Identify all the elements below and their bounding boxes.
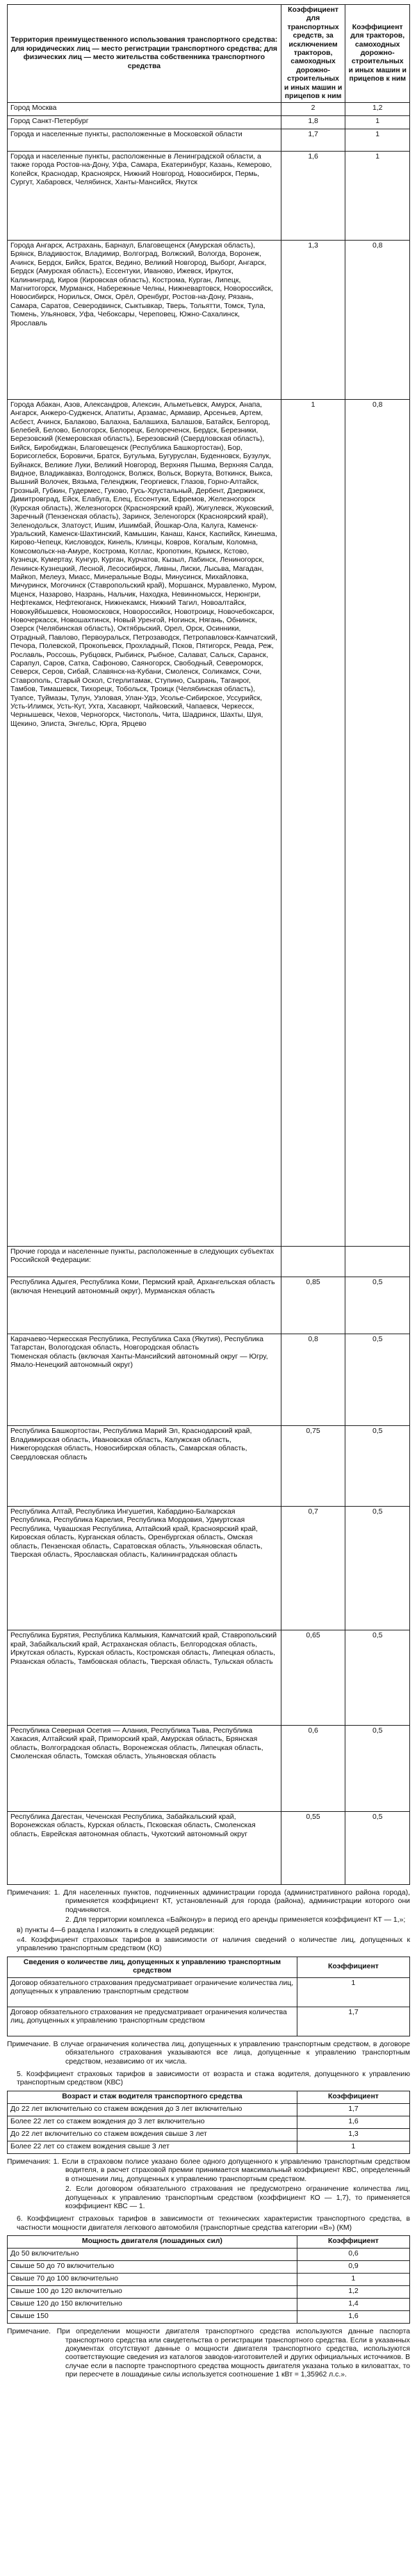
table-row-territory: Город Санкт-Петербург bbox=[8, 116, 281, 129]
table-row-value: 1,6 bbox=[297, 2116, 409, 2128]
note-label: Примечания: bbox=[7, 1889, 51, 1897]
table-row-territory: Город Москва bbox=[8, 103, 281, 116]
table-row-k1: 1 bbox=[281, 399, 345, 1246]
table-row-k2: 1 bbox=[345, 116, 410, 129]
table-row-text: До 22 лет включительно со стажем вождения до 3 лет включительно bbox=[8, 2103, 297, 2116]
table-row-k1: 0,7 bbox=[281, 1506, 345, 1630]
note-paragraph-2: 2. Для территории комплекса «Байконур» в период его аренды применяется коэффициент КТ — 1,»; bbox=[65, 1916, 406, 1925]
table-row-text: Более 22 лет со стажем вождения свыше 3 лет bbox=[8, 2141, 297, 2153]
engine-power-table bbox=[7, 2235, 410, 2324]
header-coefficient: Коэффициент bbox=[297, 2091, 409, 2103]
table-row-text: Более 22 лет со стажем вождения до 3 лет включительно bbox=[8, 2116, 297, 2128]
table-row-territory: Республика Дагестан, Чеченская Республика, Забайкальский край, Воронежская область, Курская область, Псковская область, Смоленская область, Еврейская автономная область, Чукотский автономный округ bbox=[8, 1811, 281, 1884]
table-row-k2: 1,2 bbox=[345, 103, 410, 116]
table-row-text: Свыше 70 до 100 включительно bbox=[8, 2274, 297, 2286]
table-row-k2: 1 bbox=[345, 129, 410, 152]
table-row-k2: 0,5 bbox=[345, 1630, 410, 1726]
table-row-territory: Республика Алтай, Республика Ингушетия, Кабардино-Балкарская Республика, Республика Карелия, Республика Мордовия, Удмуртская Республика, Чувашская Республика, Алтайский край, Красноярский край, Кировская область, Курганская область, Оренбургская область, Омская область, Пензенская область, Саратовская область, Ульяновская область, Тверская область, Ярославская область, Калининградская область bbox=[8, 1506, 281, 1630]
table-row-territory: Карачаево-Черкесская Республика, Республика Саха (Якутия), Республика Татарстан, Вологодская область, Новгородская область Тюменская область (включая Ханты-Мансийский автономный округ — Югру, Ямало-Ненецкий автономный округ) bbox=[8, 1334, 281, 1426]
header-coef-vehicles: Коэффициент для транспортных средств, за исключением тракторов, самоходных дорожно-строительных и иных машин и прицепов к ним bbox=[281, 5, 345, 103]
table-row-territory: Республика Адыгея, Республика Коми, Пермский край, Архангельская область (включая Ненецкий автономный округ), Мурманская область bbox=[8, 1277, 281, 1334]
table-row-k2 bbox=[345, 1247, 410, 1277]
table-row-k1: 0,6 bbox=[281, 1725, 345, 1811]
table-row-k1: 1,6 bbox=[281, 151, 345, 240]
header-age-experience: Возраст и стаж водителя транспортного средства bbox=[8, 2091, 297, 2103]
table-row-k1: 1,8 bbox=[281, 116, 345, 129]
table-row-k1: 0,55 bbox=[281, 1811, 345, 1884]
section-5-title: 5. Коэффициент страховых тарифов в зависимости от возраста и стажа водителя, допущенного к управлению транспортным средством (КВС) bbox=[17, 2071, 410, 2087]
table-row-value: 1 bbox=[297, 1977, 409, 2007]
header-coefficient: Коэффициент bbox=[297, 1957, 409, 1977]
table-row-k1: 2 bbox=[281, 103, 345, 116]
note-paragraph-1: 1. Если в страховом полисе указано более одного допущенного к управлению транспортным средством водителя, в расчет страховой премии принимается максимальный коэффициент КВС, определенный в отношении лиц, допущенных к управлению транспортным средством. bbox=[53, 2157, 410, 2183]
table-row-territory: Республика Башкортостан, Республика Марий Эл, Краснодарский край, Владимирская область, Ивановская область, Калужская область, Нижегородская область, Новосибирская область, Самарская область, Свердловская область bbox=[8, 1426, 281, 1507]
age-experience-note bbox=[7, 2158, 410, 2184]
driver-count-note: Примечание. В случае ограничения количества лиц, допущенных к управлению транспортным средством, в договоре обязательного страхования указываются все лица, допущенные к управлению транспортным средством, независимо от их числа. bbox=[7, 2040, 410, 2066]
table-row-text: Свыше 50 до 70 включительно bbox=[8, 2261, 297, 2274]
note-paragraph-2: 2. Если договором обязательного страхования не предусмотрено ограничение количества лиц, допущенных к управлению транспортным средством (коэффициент КО — 1,7), то применяется коэффициент КВС — 1. bbox=[65, 2185, 410, 2210]
table-row-k1: 0,8 bbox=[281, 1334, 345, 1426]
table-row-text: До 22 лет включительно со стажем вождения свыше 3 лет bbox=[8, 2128, 297, 2141]
table-row-k2: 0,5 bbox=[345, 1725, 410, 1811]
table-row-text: Свыше 150 bbox=[8, 2311, 297, 2324]
territory-note bbox=[7, 1889, 410, 1915]
table-row-k1: 1,7 bbox=[281, 129, 345, 152]
header-coef-tractors: Коэффициент для тракторов, самоходных дорожно-строительных и иных машин и прицепов к ним bbox=[345, 5, 410, 103]
table-row-k2: 0,8 bbox=[345, 240, 410, 399]
table-row-k2: 0,8 bbox=[345, 399, 410, 1246]
table-row-k1 bbox=[281, 1247, 345, 1277]
table-row-k1: 1,3 bbox=[281, 240, 345, 399]
table-row-k1: 0,85 bbox=[281, 1277, 345, 1334]
table-row-value: 1,7 bbox=[297, 2103, 409, 2116]
table-row-text: Договор обязательного страхования предусматривает ограничение количества лиц, допущенных к управлению транспортным средством bbox=[8, 1977, 297, 2007]
table-row-value: 1,3 bbox=[297, 2128, 409, 2141]
header-driver-count: Сведения о количестве лиц, допущенных к управлению транспортным средством bbox=[8, 1957, 297, 1977]
table-row-k1: 0,65 bbox=[281, 1630, 345, 1726]
table-row-territory: Республика Северная Осетия — Алания, Республика Тыва, Республика Хакасия, Алтайский край, Приморский край, Амурская область, Брянская область, Волгоградская область, Воронежская область, Липецкая область, Смоленская область, Томская область, Ульяновская область bbox=[8, 1725, 281, 1811]
table-row-value: 0,9 bbox=[297, 2261, 409, 2274]
header-territory: Территория преимущественного использования транспортного средства: для юридических лиц — место регистрации транспортного средства; для физических лиц — место жительства собственника транспортного средства bbox=[8, 5, 281, 103]
table-row-text: До 50 включительно bbox=[8, 2249, 297, 2261]
table-row-territory: Города Ангарск, Астрахань, Барнаул, Благовещенск (Амурская область), Брянск, Владивосток, Владимир, Волгоград, Волжский, Вологда, Воронеж, Ачинск, Бердск, Бийск, Братск, Ведино, Великий Новгород, Выборг, Ангарск, Бердск (Амурская область), Ессентуки, Иваново, Ижевск, Иркутск, Калининград, Киров (Кировская область), Кострома, Курган, Липецк, Магнитогорск, Мурманск, Набережные Челны, Нижневартовск, Новороссийск, Новосибирск, Норильск, Омск, Орёл, Оренбург, Ростов-на-Дону, Рязань, Самара, Саратов, Северодвинск, Сыктывкар, Тверь, Тольятти, Томск, Тула, Тюмень, Ульяновск, Уфа, Чебоксары, Череповец, Южно-Сахалинск, Ярославль bbox=[8, 240, 281, 399]
table-row-value: 1,7 bbox=[297, 2007, 409, 2036]
section-4-title: «4. Коэффициент страховых тарифов в зависимости от наличия сведений о количестве лиц, допущенных к управлению транспортным средством (КО) bbox=[17, 1936, 410, 1953]
table-row-territory: Города и населенные пункты, расположенные в Ленинградской области, а также города Ростов-на-Дону, Уфа, Самара, Екатеринбург, Казань, Кемерово, Копейск, Краснодар, Красноярск, Нижний Новгород, Новосибирск, Пермь, Сургут, Хабаровск, Челябинск, Ханты-Мансийск, Якутск bbox=[8, 151, 281, 240]
table-row-territory: Республика Бурятия, Республика Калмыкия, Камчатский край, Ставропольский край, Забайкальский край, Астраханская область, Белгородская область, Иркутская область, Курская область, Костромская область, Липецкая область, Рязанская область, Тамбовская область, Тверская область, Тульская область bbox=[8, 1630, 281, 1726]
table-row-k2: 0,5 bbox=[345, 1334, 410, 1426]
table-row-value: 1,2 bbox=[297, 2286, 409, 2299]
table-row-k2: 0,5 bbox=[345, 1506, 410, 1630]
header-engine-power: Мощность двигателя (лошадиных сил) bbox=[8, 2236, 297, 2249]
table-row-k1: 0,75 bbox=[281, 1426, 345, 1507]
amendment-line: в) пункты 4—6 раздела I изложить в следующей редакции: bbox=[17, 1926, 215, 1934]
table-row-value: 1,4 bbox=[297, 2299, 409, 2311]
table-row-k2: 0,5 bbox=[345, 1811, 410, 1884]
table-row-k2: 0,5 bbox=[345, 1277, 410, 1334]
table-row-value: 1 bbox=[297, 2274, 409, 2286]
driver-age-experience-table bbox=[7, 2091, 410, 2154]
driver-count-table bbox=[7, 1957, 410, 2036]
table-row-territory: Прочие города и населенные пункты, расположенные в следующих субъектах Российской Федерации: bbox=[8, 1247, 281, 1277]
territory-coefficient-table bbox=[7, 4, 410, 1885]
section-6-title: 6. Коэффициент страховых тарифов в зависимости от технических характеристик транспортного средства, в частности мощности двигателя легкового автомобиля (транспортные средства категории «В») (КМ) bbox=[17, 2215, 410, 2232]
table-row-value: 0,6 bbox=[297, 2249, 409, 2261]
table-row-k2: 1 bbox=[345, 151, 410, 240]
table-row-text: Договор обязательного страхования не предусматривает ограничения количества лиц, допущенных к управлению транспортным средством bbox=[8, 2007, 297, 2036]
table-row-text: Свыше 120 до 150 включительно bbox=[8, 2299, 297, 2311]
table-row-text: Свыше 100 до 120 включительно bbox=[8, 2286, 297, 2299]
engine-power-note: Примечание. При определении мощности двигателя транспортного средства используются данные паспорта транспортного средства или свидетельства о регистрации транспортного средства. Если в указанных документах отсутствуют данные о мощности двигателя транспортного средства, используются соответствующие сведения из каталогов заводов-изготовителей и других официальных источников. В случае если в паспорте транспортного средства мощность двигателя указана только в киловаттах, то при пересчете в лошадиные силы используется соотношение 1 кВт = 1,35962 л.с.». bbox=[7, 2328, 410, 2379]
note-paragraph-1: 1. Для населенных пунктов, подчиненных администрации города (административного района города), применяется коэффициент КТ, установленный для города (района), администрации которого они подчиняются. bbox=[54, 1889, 410, 1914]
note-label: Примечания: bbox=[7, 2157, 51, 2166]
table-row-territory: Города и населенные пункты, расположенные в Московской области bbox=[8, 129, 281, 152]
header-coefficient: Коэффициент bbox=[297, 2236, 409, 2249]
table-row-territory: Города Абакан, Азов, Александров, Алексин, Альметьевск, Амурск, Анапа, Ангарск, Анжеро-Судженск, Апатиты, Арзамас, Армавир, Арсеньев, Артем, Асбест, Ачинск, Балаково, Балахна, Балашиха, Балашов, Батайск, Белгород, Белебей, Белово, Белогорск, Белорецк, Белореченск, Бердск, Березники, Березовский (Кемеровская область), Березовский (Свердловская область), Бийск, Биробиджан, Благовещенск (Республика Башкортостан), Бор, Борисоглебск, Боровичи, Братск, Бугульма, Бугуруслан, Буденновск, Бузулук, Буйнакск, Великие Луки, Великий Новгород, Верхняя Пышма, Верхняя Салда, Видное, Владикавказ, Волгодонск, Волжск, Вольск, Воркута, Воткинск, Выкса, Вышний Волочек, Вязьма, Геленджик, Георгиевск, Глазов, Горно-Алтайск, Грозный, Губкин, Гудермес, Гуково, Гусь-Хрустальный, Дербент, Дзержинск, Димитровград, Ейск, Елабуга, Елец, Ессентуки, Ефремов, Железногорск (Курская область), Железногорск (Красноярский край), Жигулевск, Жуковский, Заречный (Пензенская область), Заринск, Зеленогорск (Красноярский край), Зеленодольск, Златоуст, Ишим, Ишимбай, Йошкар-Ола, Калуга, Каменск-Уральский, Каменск-Шахтинский, Камышин, Канаш, Канск, Каспийск, Кинешма, Кирово-Чепецк, Кисловодск, Кинель, Клинцы, Ковров, Когалым, Коломна, Комсомольск-на-Амуре, Кострома, Котлас, Кропоткин, Крымск, Кстово, Кузнецк, Кумертау, Кунгур, Курган, Курчатов, Кызыл, Лабинск, Лениногорск, Ленинск-Кузнецкий, Лесной, Лесосибирск, Ливны, Лиски, Лысьва, Магадан, Майкоп, Мелеуз, Миасс, Минеральные Воды, Минусинск, Михайловка, Мичуринск, Могочинск (Ставропольский край), Моршанск, Муравленко, Муром, Мценск, Назарово, Назрань, Нальчик, Находка, Невинномысск, Нерюнгри, Нефтекамск, Нефтеюганск, Нижнекамск, Нижний Тагил, Новоалтайск, Новокуйбышевск, Новомосковск, Новороссийск, Новотроицк, Новочебоксарск, Новочеркасск, Новошахтинск, Новый Уренгой, Ногинск, Нягань, Обнинск, Озерск (Челябинская область), Октябрьский, Орел, Орск, Осинники, Отрадный, Павлово, Первоуральск, Петрозаводск, Петропавловск-Камчатский, Печора, Полевской, Прокопьевск, Прохладный, Псков, Пятигорск, Ревда, Реж, Рославль, Россошь, Рубцовск, Рыбинск, Рыбное, Салават, Сальск, Саранск, Сарапул, Саров, Сатка, Сафоново, Саяногорск, Свободный, Североморск, Северск, Серов, Сибай, Славянск-на-Кубани, Смоленск, Соликамск, Сочи, Ставрополь, Старый Оскол, Стерлитамак, Ступино, Сызрань, Таганрог, Тамбов, Тимашевск, Тихорецк, Тобольск, Троицк (Челябинская область), Туапсе, Туймазы, Тулун, Узловая, Улан-Удэ, Усолье-Сибирское, Уссурийск, Усть-Илимск, Усть-Кут, Ухта, Хасавюрт, Чайковский, Чапаевск, Черкесск, Чернышевск, Чехов, Черногорск, Чистополь, Чита, Шадринск, Шахты, Шуя, Щекино, Элиста, Энгельс, Юрга, Ярцево bbox=[8, 399, 281, 1246]
table-row-k2: 0,5 bbox=[345, 1426, 410, 1507]
table-row-value: 1,6 bbox=[297, 2311, 409, 2324]
table-row-value: 1 bbox=[297, 2141, 409, 2153]
